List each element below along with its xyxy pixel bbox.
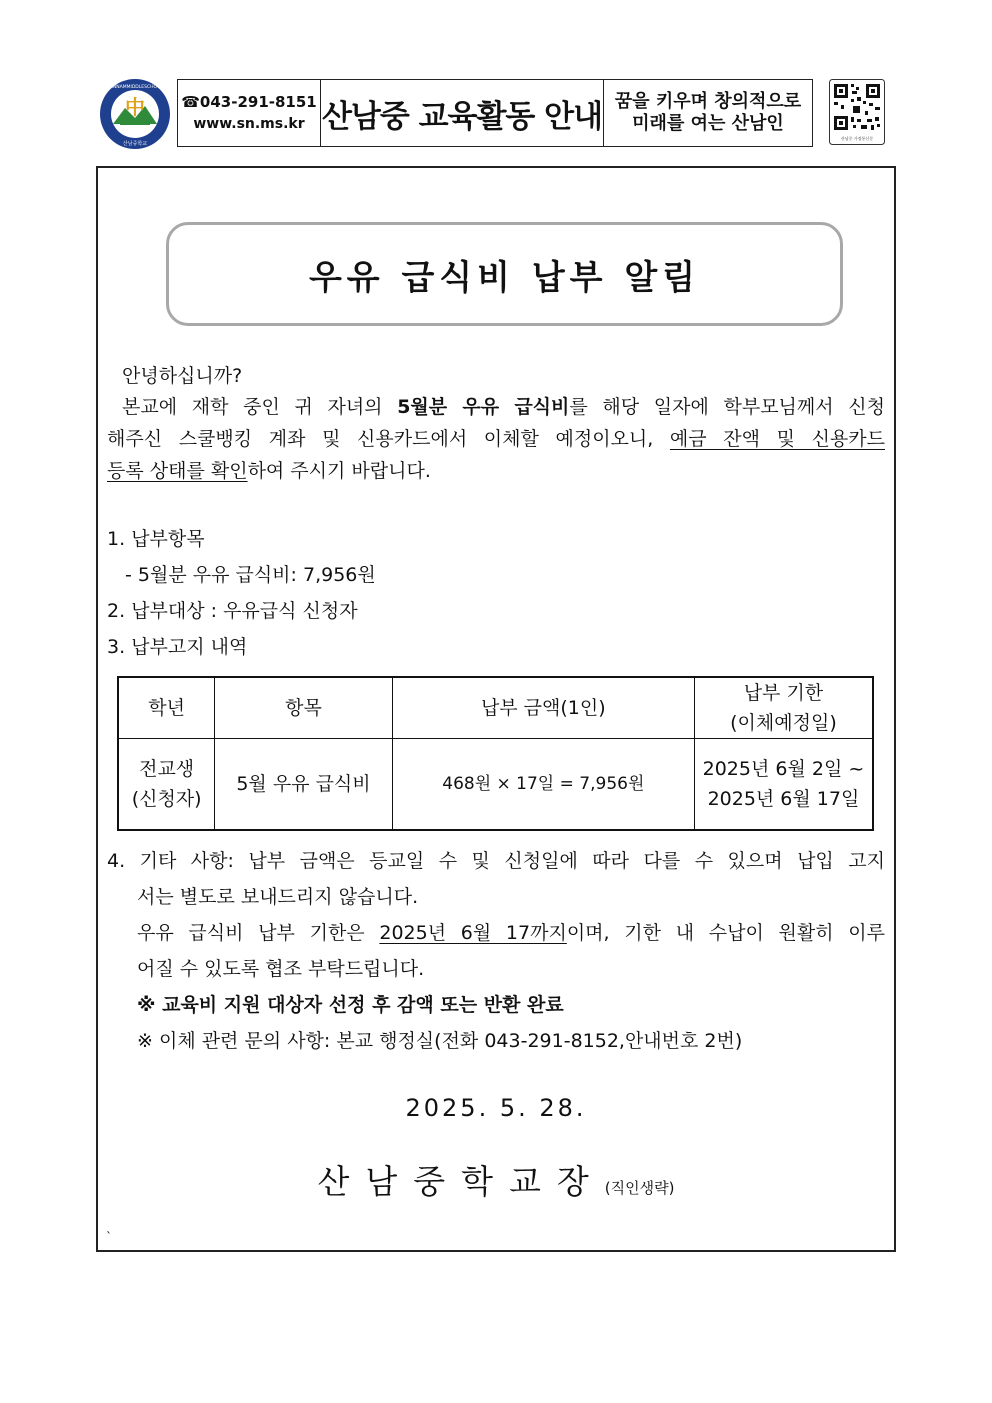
intro-bold: 5월분 우유 급식비 <box>397 396 570 418</box>
phone-icon: ☎ <box>181 93 200 111</box>
intro-post: 를 해당 일자에 학부모님께서 신청 <box>569 396 885 418</box>
header-amount: 납부 금액(1인) <box>392 677 694 739</box>
phone-line <box>181 91 317 113</box>
item-4-line-3 <box>137 921 885 945</box>
cell-grade-line-1: 전교생 <box>139 758 195 780</box>
signature-name: 산남중학교장 <box>317 1162 605 1201</box>
header-title: 산남중 교육활동 안내 <box>321 80 604 146</box>
item-4-line-4: 어질 수 있도록 협조 부탁드립니다. <box>137 958 425 980</box>
header-item: 항목 <box>215 677 392 739</box>
item-4-line-2: 서는 별도로 보내드리지 않습니다. <box>137 886 419 908</box>
cell-deadline <box>694 739 873 831</box>
cell-deadline-line-1: 2025년 6월 2일 ~ <box>702 758 865 780</box>
motto-line-2: 미래를 여는 산남인 <box>632 113 784 134</box>
header-grade: 학년 <box>118 677 215 739</box>
logo-text-top: SANNAMMIDDLESCHOOL <box>106 85 164 90</box>
intro-line-3 <box>107 459 431 483</box>
header-deadline-line-1: 납부 기한 <box>743 682 824 704</box>
signature-block <box>0 1156 992 1203</box>
item-4-line-3-underline: 2025년 6월 17까지 <box>379 922 567 944</box>
intro-line-3-underline: 등록 상태를 확인 <box>107 460 248 482</box>
phone-number: 043-291-8151 <box>199 93 317 111</box>
motto-cell <box>604 80 812 146</box>
logo-mark: 中 <box>125 95 145 119</box>
header-deadline <box>694 677 873 739</box>
cell-amount: 468원 × 17일 = 7,956원 <box>392 739 694 831</box>
table-row <box>118 739 873 831</box>
seal-note: (직인생략) <box>604 1179 675 1197</box>
school-logo <box>99 78 171 150</box>
notice-table <box>117 676 874 831</box>
motto-line-1: 꿈을 키우며 창의적으로 <box>614 91 802 112</box>
item-2: 2. 납부대상 : 우유급식 신청자 <box>107 600 358 622</box>
title-box <box>166 222 843 326</box>
intro-line-3-post: 하여 주시기 바랍니다. <box>247 460 431 482</box>
cell-grade-line-2: (신청자) <box>131 788 202 810</box>
note-2: ※ 이체 관련 문의 사항: 본교 행정실(전화 043-291-8152,안내번호 2번) <box>137 1030 743 1052</box>
cell-item: 5월 우유 급식비 <box>215 739 392 831</box>
website-link[interactable]: www.sn.ms.kr <box>193 116 305 132</box>
greeting: 안녕하십니까? <box>122 365 243 387</box>
intro-line-2-underline: 예금 잔액 및 신용카드 <box>669 428 885 450</box>
cell-grade <box>118 739 215 831</box>
cell-deadline-line-2: 2025년 6월 17일 <box>707 788 860 810</box>
item-1-detail: - 5월분 우유 급식비: 7,956원 <box>125 564 376 586</box>
intro-pre: 본교에 재학 중인 귀 자녀의 <box>122 396 398 418</box>
item-3: 3. 납부고지 내역 <box>107 636 248 658</box>
item-4-line-1: 4. 기타 사항: 납부 금액은 등교일 수 및 신청일에 따라 다를 수 있으며 납입 고지 <box>107 850 885 872</box>
intro-line-2-pre: 해주신 스쿨뱅킹 계좌 및 신용카드에서 이체할 예정이오니, <box>107 428 670 450</box>
header-deadline-line-2: (이체예정일) <box>730 712 837 734</box>
logo-text-bottom: 산남중학교 <box>122 141 148 147</box>
header-bar <box>177 79 813 147</box>
item-4-line-3-pre: 우유 급식비 납부 기한은 <box>137 922 380 944</box>
notice-title: 우유 급식비 납부 알림 <box>308 257 701 298</box>
stray-mark: ` <box>106 1230 112 1244</box>
contact-cell <box>178 80 321 146</box>
table-header-row <box>118 677 873 739</box>
intro-line-1 <box>122 395 885 419</box>
note-1: ※ 교육비 지원 대상자 선정 후 감액 또는 반환 완료 <box>137 994 564 1016</box>
intro-line-2 <box>107 427 885 451</box>
notice-date: 2025. 5. 28. <box>405 1094 587 1122</box>
qr-caption: 산남중 가정통신문 <box>840 136 874 141</box>
qr-code-icon[interactable] <box>829 79 885 145</box>
item-4-line-3-post: 이며, 기한 내 수납이 원활히 이루 <box>566 922 885 944</box>
item-1: 1. 납부항목 <box>107 528 205 550</box>
